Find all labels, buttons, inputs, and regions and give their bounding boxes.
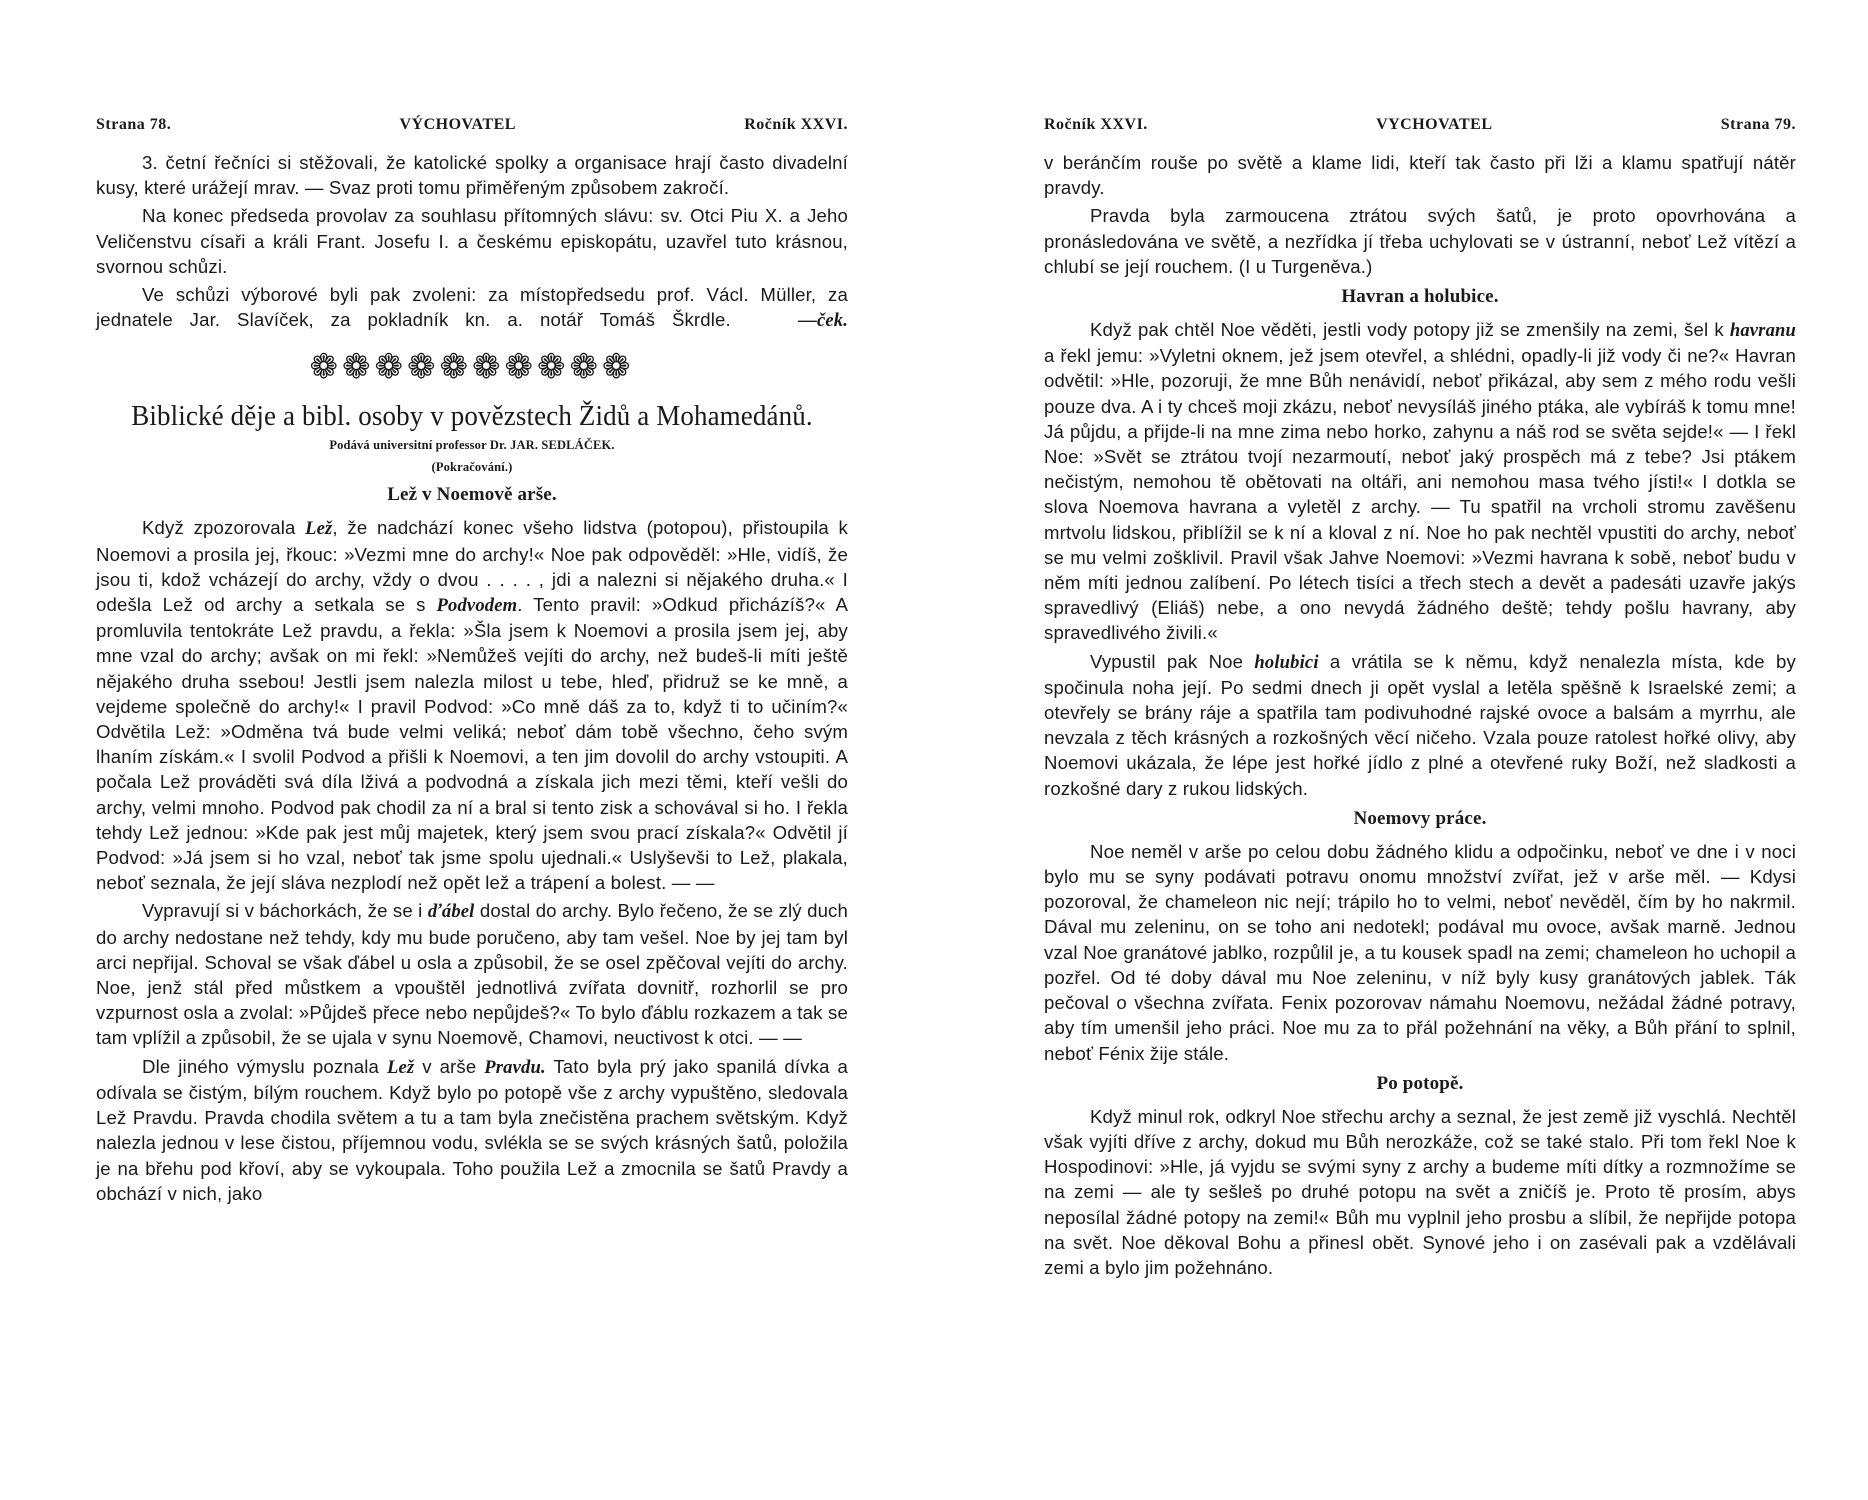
election-text: Ve schůzi výborové byli pak zvoleni: za místopředsedu prof. Václ. Müller, za jednatele Jar. Slavíček, za pokladník kn. a. notář Tomáš Škrdle. xyxy=(96,284,848,331)
text-run: a řekl jemu: »Vyletni oknem, jež jsem otevřel, a shlédni, opadly-li již vody či ne?« Havran odvětil: »Hle, pozoruji, že mne Bůh nenávidí, neboť přikázal, aby sem z mého rodu vešli pouze dva. A i ty chceš moji zkázu, neboť nevysíláš jiného ptáka, ale vybíráš k tomu mne! Já půjdu, a přijde-li na mne zima nebo horko, zahynu a náš rod se světa sejde!« — I řekl Noe: »Svět se ztrátou tvojí nezarmoutí, neboť jaký prospěch má z tebe? Jsi ptákem nečistým, nemohou tě obětovati na oltáři, ani nemohou masa tvého jísti!« I dotkla se slova Noemova havrana a vyletěl z archy. — Tu spatřil na vrcholi stromu zavěšenu mrtvolu lidskou, přiblížil se k ní a kloval z ní. Noe ho pak nechtěl vpustiti do archy, neboť se mu velmi zošklivil. Pravil však Jahve Noemovi: »Vezmi havrana k sobě, neboť budu v něm míti jednou zalíbení. Po létech tisíci a třech stech a devět a padesáti uzavře jakýs spravedlivý (Eliáš) nebe, a ono nevydá žádného deště; tehdy pošlu havrany, aby spravedlivého živili.« xyxy=(1044,345,1796,644)
continuation-note: (Pokračování.) xyxy=(431,460,513,475)
body-paragraph: v beránčím rouše po světě a klame lidi, kteří tak často při lži a klamu spatřují nátěr pravdy. xyxy=(1044,152,1796,199)
journal-title-right: VYCHOVATEL xyxy=(1376,116,1493,133)
text-run: Když zpozorovala xyxy=(142,517,306,539)
text-run: dostal do archy. Bylo řečeno, že se zlý duch do archy nedostane než tehdy, kdy mu bude poručeno, aby tam vešel. Noe by jej tam byl arci nepřijal. Schoval se však ďábel u osla a způsobil, že se osel zpěčoval vejíti do archy. Noe, jenž stál před můstkem a vpouštěl jednotlivá zvířata dovnitř, rozhorlil se pro vzpurnost osla a zvolal: »Půjdeš přece nebo nepůjdeš?« To bylo ďáblu rozkazem a tak se tam vplížil a způsobil, že se ujala v synu Noemově, Chamovi, neuctivost k otci. — — xyxy=(96,900,848,1049)
emphasis: ďábel xyxy=(427,901,475,923)
section-heading: Havran a holubice. xyxy=(1341,286,1499,308)
report-paragraph: 3. četní řečníci si stěžovali, že katolické spolky a organisace hrají často divadelní kusy, které urážejí mrav. — Svaz proti tomu přiměřeným způsobem zakročí. xyxy=(96,152,848,199)
text-run: Vypravují si v báchorkách, že se i xyxy=(142,900,428,922)
emphasis: Lež xyxy=(386,1056,415,1078)
left-page xyxy=(96,112,848,1412)
right-page xyxy=(1044,112,1796,1412)
running-head-right xyxy=(1044,112,1796,134)
body-paragraph xyxy=(96,1054,848,1206)
text-run: Když pak chtěl Noe věděti, jestli vody potopy již se zmenšily na zemi, šel k xyxy=(1090,319,1730,341)
article-author: Podává universitní professor Dr. JAR. SEDLÁČEK. xyxy=(329,438,615,453)
page-number-left: Strana 78. xyxy=(96,116,172,133)
body-paragraph xyxy=(96,898,848,1050)
section-heading: Noemovy práce. xyxy=(1353,807,1487,829)
text-run: Tato byla prý jako spanilá dívka a odívala se čistým, bílým rouchem. Když bylo po potopě vše z archy vypuštěno, sledovala Lež Pravdu. Pravda chodila světem a tu a tam byla znečistěna prachem světským. Když nalezla jednou v lese čistou, příjemnou vodu, svlékla se se svých krásných šatů, položila je na břehu pod křoví, aby se vykoupala. Toho použila Lež a zmocnila se šatů Pravdy a obchází v nich, jako xyxy=(96,1055,848,1204)
volume-right: Ročník XXVI. xyxy=(1044,116,1148,133)
body-paragraph: Když minul rok, odkryl Noe střechu archy a seznal, že jest země již vyschlá. Nechtěl však vyjíti dříve z archy, dokud mu Bůh nerozkáže, což se také stalo. Při tom řekl Noe k Hospodinovi: »Hle, já vyjdu se svými syny z archy a budeme míti dítky a rozmnožíme se na zemi — ale ty sešleš po druhé potopu na svět a zničíš je. Proto tě prosím, abys neposílal žádné potopy na zemi!« Bůh mu vyplnil jeho prosbu a slíbil, že nepřijde potopa na svět. Noe děkoval Bohu a přinesl obět. Synové jeho i on zasévali pak a vzdělávali zemi a bylo jim požehnáno. xyxy=(1044,1105,1796,1278)
body-paragraph: Pravda byla zarmoucena ztrátou svých šatů, je proto opovrhována a pronásledována ve světě, a nezřídka jí třeba uchylovati se v ústranní, neboť Lež vítězí a chlubí se její rouchem. (I u Turgeněva.) xyxy=(1044,205,1796,277)
emphasis: Lež xyxy=(305,518,333,540)
text-run: v arše xyxy=(414,1055,485,1077)
body-paragraph xyxy=(1044,649,1796,801)
text-run: , že nadchází konec všeho lidstva (potopou), přistoupila k Noemovi a prosila jej, řkouc: »Vezmi mne do archy!« Noe pak odpověděl: »Hle, vidíš, že jsou ti, kdož vcházejí do archy, vždy o dvou . . . . , jdi a nalezni si nějakého druha.« I odešla Lež od archy a setkala se s xyxy=(96,517,849,616)
text-run: . Tento pravil: »Odkud přicházíš?« A promluvila tentokráte Lež pravdu, a řekla: »Šla jsem k Noemovi a prosila jsem jej, aby mne vzal do archy; avšak on mi řekl: »Nemůžeš vejíti do archy, než budeš-li míti ještě nějakého druha ssebou! Jestli jsem nalezla milost u tebe, hleď, přidruž se ke mně, a vejdeme společně do archy!« I pravil Podvod: »Co mně dáš za to, když ti to učiním?« Odvětila Lež: »Odměna tvá bude velmi veliká; neboť dám tobě všechno, čeho svým lhaním získám.« I svolil Podvod a přišli k Noemovi, a ten jim dovolil do archy vstoupiti. A počala Lež prováděti svá díla lživá a podvodná a získala jich mezi těmi, kteří vešli do archy, velmi mnoho. Podvod pak chodil za ní a bral si tento zisk a schovával si ho. I řekla tehdy Lež jednou: »Kde pak jest můj majetek, který jsem svou prací získala?« Odvětil jí Podvod: »Já jsem si ho vzal, neboť tak jsme spolu ujednali.« Uslyševši to Lež, plakala, neboť seznala, že její sláva nezplodí než opět lež a trápení a bolest. — — xyxy=(96,594,848,894)
text-run: Dle jiného výmyslu poznala xyxy=(142,1055,387,1077)
page-number-right: Strana 79. xyxy=(1720,116,1796,133)
report-paragraph: Na konec předseda provolav za souhlasu přítomných slávu: sv. Otci Piu X. a Jeho Veličenstvu císaři a králi Frant. Josefu I. a českému episkopátu, uzavřel tuto krásnou, svornou schůzi. xyxy=(96,205,848,277)
election-paragraph xyxy=(96,282,848,333)
running-head-left xyxy=(96,112,848,134)
volume-left: Ročník XXVI. xyxy=(744,116,848,133)
body-paragraph xyxy=(96,515,848,895)
text-run: Vypustil pak Noe xyxy=(1090,650,1255,672)
body-paragraph xyxy=(1044,317,1796,646)
article-title: Biblické děje a bibl. osoby v povězstech Židů a Mohamedánů. xyxy=(131,400,813,433)
emphasis: havranu xyxy=(1729,320,1796,342)
text-run: a vrátila se k němu, když nenalezla místa, kde by spočinula noha její. Po sedmi dnech ji opět vyslal a letěla spěšně k Israelské zemi; a otevřely se brány ráje a spatřila tam podivuhodné rajské ovoce a balsám a myrrhu, ale nevzala z těch krásných a rozkošných věcí ničeho. Vzala pouze ratolest hořké olivy, aby Noemovi ukázala, že lépe jest hořké jídlo z plné a otevřené ruky Boží, než sladkosti a rozkošné dary z rukou lidských. xyxy=(1044,650,1796,799)
section-heading: Po potopě. xyxy=(1376,1072,1464,1094)
signature: —ček. xyxy=(798,310,848,332)
section-heading: Lež v Noemově arše. xyxy=(387,484,557,506)
emphasis: holubici xyxy=(1254,651,1319,673)
body-paragraph: Noe neměl v arše po celou dobu žádného klidu a odpočinku, neboť ve dne i v noci bylo mu se syny podávati potravu onomu množství zvířat, jež v arše měl. — Kdysi pozoroval, že chameleon nic nejí; trápilo ho to velmi, neboť nevěděl, čím by ho nakrmil. Dával mu zeleninu, on se toho ani nedotekl; podával mu ovoce, avšak marně. Jednou vzal Noe granátové jablko, rozpůlil je, a tu kousek spadl na zemi; chameleon ho uchopil a pozřel. Od té doby dával mu Noe zeleninu, v níž byly kusy granátových jablek. Ták pečoval o všechna zvířata. Fenix pozorovav námahu Noemovu, nežádal žádné potravy, aby tím umenšil jeho práci. Noe mu za to přál požehnání na věky, a Bůh přání to splnil, neboť Fénix žije stále. xyxy=(1044,840,1796,1064)
emphasis: Podvodem xyxy=(436,595,518,617)
ornament-divider: ❁❁❁❁❁❁❁❁❁❁ xyxy=(309,347,635,388)
emphasis: Pravdu. xyxy=(484,1056,546,1078)
journal-title-left: VÝCHOVATEL xyxy=(399,116,516,133)
